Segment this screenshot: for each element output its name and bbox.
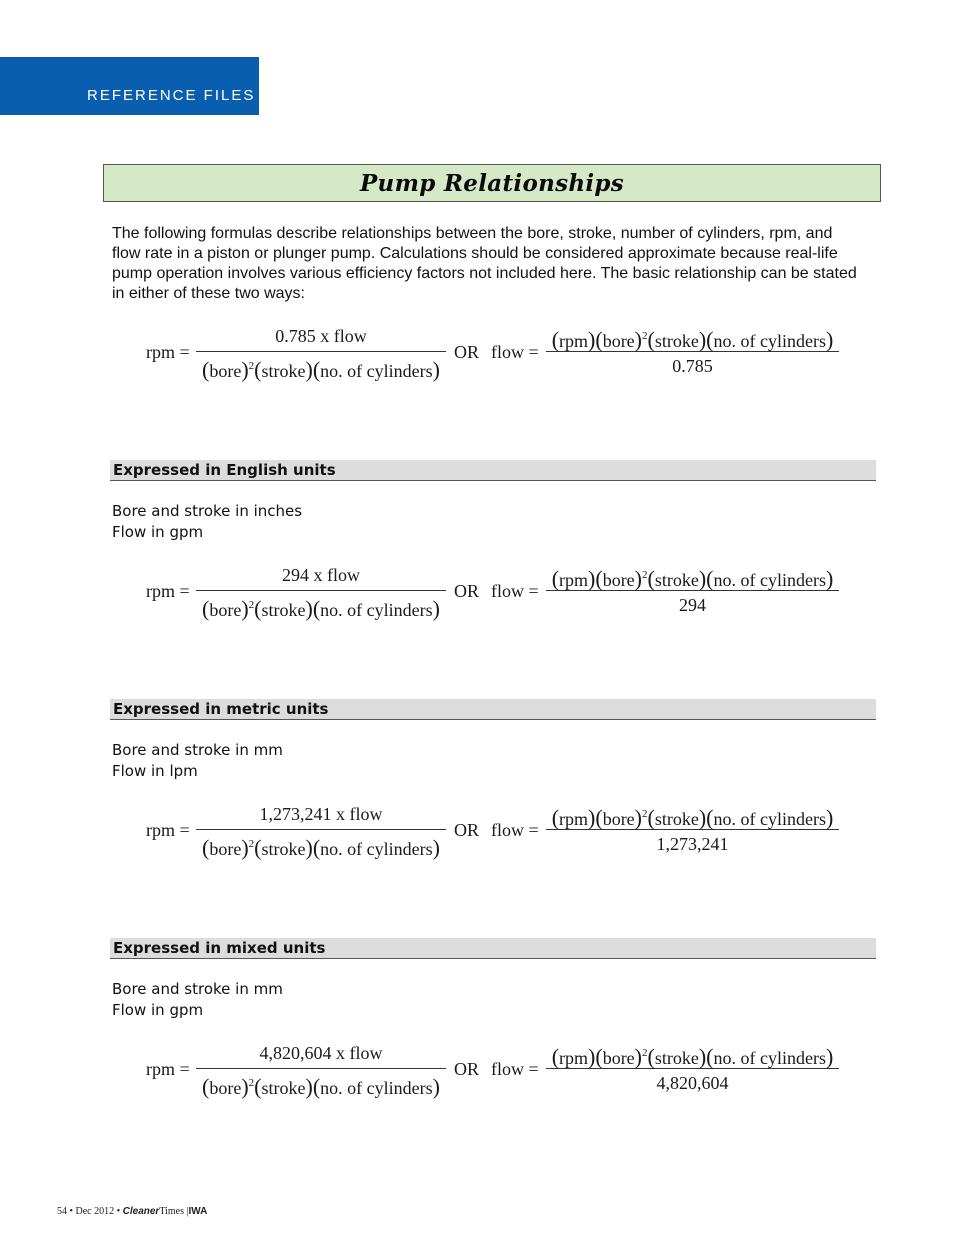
formula-metric	[146, 801, 846, 871]
term-cylinders: no. of cylinders	[320, 600, 433, 620]
constant: 294	[679, 595, 706, 615]
exponent: 2	[642, 330, 648, 342]
flow-label: flow	[491, 342, 524, 362]
constant: 4,820,604	[259, 1043, 332, 1063]
paren-close: )	[588, 566, 596, 591]
rpm-lhs	[146, 581, 190, 602]
fraction-numerator	[546, 1040, 839, 1067]
page-footer	[57, 1206, 207, 1217]
paren-close: )	[588, 805, 596, 830]
term-bore: bore	[602, 570, 635, 590]
paren-close: )	[305, 835, 313, 860]
flow-lhs	[491, 581, 539, 602]
term-rpm_term: rpm	[559, 331, 589, 351]
section-heading-metric: Expressed in metric units	[110, 699, 876, 720]
times-flow: x flow	[336, 1043, 383, 1063]
fraction-numerator	[196, 323, 446, 350]
paren-open: (	[595, 1044, 603, 1069]
fraction-numerator	[196, 1040, 446, 1067]
flow-fraction	[546, 801, 839, 858]
units-line: Bore and stroke in mm	[112, 741, 283, 759]
fraction-numerator	[546, 323, 839, 350]
paren-open: (	[551, 566, 560, 591]
flow-label: flow	[491, 581, 524, 601]
paren-open: (	[254, 357, 262, 382]
term-bore: bore	[209, 361, 242, 381]
paren-close: )	[432, 835, 440, 860]
term-stroke: stroke	[654, 1048, 699, 1068]
fraction-denominator	[196, 592, 446, 619]
paren-close: )	[698, 1044, 707, 1069]
footer-org: IWA	[188, 1206, 208, 1217]
equals-sign: =	[528, 820, 539, 840]
equals-sign: =	[528, 342, 539, 362]
footer-separator: |	[186, 1206, 189, 1217]
footer-brand: Cleaner	[122, 1206, 160, 1217]
term-bore: bore	[209, 839, 242, 859]
flow-fraction	[546, 323, 839, 380]
formula-base	[146, 323, 846, 393]
flow-lhs	[491, 820, 539, 841]
paren-open: (	[706, 805, 714, 830]
paren-close: )	[634, 566, 642, 591]
fraction-numerator	[196, 562, 446, 589]
rpm-fraction	[196, 562, 446, 619]
term-rpm_term: rpm	[559, 570, 589, 590]
flow-label: flow	[491, 820, 524, 840]
paren-open: (	[647, 327, 655, 352]
formula-english	[146, 562, 846, 632]
formula-mixed	[146, 1040, 846, 1110]
paren-close: )	[588, 327, 596, 352]
rpm-lhs	[146, 342, 190, 363]
footer-page-number: 54	[57, 1206, 67, 1217]
equals-sign: =	[179, 342, 190, 362]
term-cylinders: no. of cylinders	[320, 1078, 433, 1098]
paren-close: )	[698, 327, 707, 352]
equals-sign: =	[528, 1059, 539, 1079]
paren-open: (	[202, 835, 210, 860]
paren-open: (	[595, 327, 603, 352]
paren-open: (	[595, 805, 603, 830]
flow-lhs	[491, 1059, 539, 1080]
fraction-denominator	[546, 1070, 839, 1097]
constant: 294	[282, 565, 309, 585]
fraction-denominator	[196, 831, 446, 858]
or-label: OR	[454, 342, 480, 362]
equals-sign: =	[528, 581, 539, 601]
paren-open: (	[647, 805, 655, 830]
exponent: 2	[642, 808, 648, 820]
units-line: Flow in gpm	[112, 523, 204, 541]
constant: 1,273,241	[259, 804, 332, 824]
constant: 0.785	[672, 356, 713, 376]
constant: 4,820,604	[656, 1073, 729, 1093]
rpm-lhs	[146, 820, 190, 841]
fraction-bar	[196, 829, 446, 830]
paren-close: )	[241, 357, 249, 382]
term-cylinders: no. of cylinders	[713, 331, 826, 351]
paren-close: )	[432, 596, 440, 621]
or-label: OR	[454, 820, 480, 840]
section-tab-label: REFERENCE FILES	[87, 87, 256, 104]
flow-fraction	[546, 1040, 839, 1097]
term-bore: bore	[209, 1078, 242, 1098]
paren-close: )	[825, 327, 834, 352]
term-stroke: stroke	[261, 361, 306, 381]
term-cylinders: no. of cylinders	[713, 809, 826, 829]
units-line: Flow in gpm	[112, 1001, 204, 1019]
paren-open: (	[551, 805, 560, 830]
rpm-label: rpm	[146, 1059, 175, 1079]
paren-open: (	[202, 357, 210, 382]
paren-open: (	[647, 1044, 655, 1069]
rpm-label: rpm	[146, 342, 175, 362]
paren-open: (	[254, 596, 262, 621]
fraction-denominator	[196, 353, 446, 380]
page-title: Pump Relationships	[359, 170, 625, 197]
paren-open: (	[202, 1074, 210, 1099]
paren-close: )	[588, 1044, 596, 1069]
rpm-fraction	[196, 323, 446, 380]
term-bore: bore	[602, 809, 635, 829]
paren-open: (	[647, 566, 655, 591]
term-stroke: stroke	[261, 839, 306, 859]
footer-bullet: •	[69, 1206, 74, 1217]
rpm-lhs	[146, 1059, 190, 1080]
equals-sign: =	[179, 1059, 190, 1079]
paren-close: )	[432, 1074, 440, 1099]
units-metric	[112, 740, 283, 782]
paren-close: )	[432, 357, 440, 382]
fraction-denominator	[546, 592, 839, 619]
section-tab	[0, 57, 259, 115]
rpm-fraction	[196, 801, 446, 858]
paren-open: (	[254, 835, 262, 860]
paren-open: (	[595, 566, 603, 591]
rpm-label: rpm	[146, 820, 175, 840]
paren-close: )	[305, 596, 313, 621]
footer-brand-times: Times	[159, 1206, 184, 1217]
term-cylinders: no. of cylinders	[713, 1048, 826, 1068]
fraction-bar	[196, 1068, 446, 1069]
paren-close: )	[698, 566, 707, 591]
fraction-denominator	[546, 353, 839, 380]
paren-open: (	[312, 596, 321, 621]
term-stroke: stroke	[654, 331, 699, 351]
units-line: Bore and stroke in mm	[112, 980, 283, 998]
paren-open: (	[312, 1074, 321, 1099]
times-flow: x flow	[320, 326, 367, 346]
paren-open: (	[706, 1044, 714, 1069]
term-stroke: stroke	[654, 570, 699, 590]
term-bore: bore	[209, 600, 242, 620]
term-cylinders: no. of cylinders	[320, 361, 433, 381]
term-cylinders: no. of cylinders	[320, 839, 433, 859]
flow-fraction	[546, 562, 839, 619]
term-stroke: stroke	[654, 809, 699, 829]
fraction-numerator	[196, 801, 446, 828]
times-flow: x flow	[313, 565, 360, 585]
exponent: 2	[642, 569, 648, 581]
fraction-denominator	[196, 1070, 446, 1097]
term-rpm_term: rpm	[559, 809, 589, 829]
times-flow: x flow	[336, 804, 383, 824]
term-stroke: stroke	[261, 1078, 306, 1098]
paren-open: (	[312, 357, 321, 382]
rpm-label: rpm	[146, 581, 175, 601]
fraction-numerator	[546, 801, 839, 828]
flow-label: flow	[491, 1059, 524, 1079]
paren-close: )	[698, 805, 707, 830]
paren-open: (	[706, 566, 714, 591]
paren-open: (	[706, 327, 714, 352]
exponent: 2	[248, 599, 255, 611]
rpm-fraction	[196, 1040, 446, 1097]
paren-close: )	[241, 1074, 249, 1099]
term-stroke: stroke	[261, 600, 306, 620]
units-line: Flow in lpm	[112, 762, 198, 780]
intro-paragraph: The following formulas describe relationships between the bore, stroke, number of cylinders, rpm, and flow rate in a piston or plunger pump. Calculations should be considered approximate because real-life pump operation involves various efficiency factors not included here. The basic relationship can be stated in either of these two ways:	[112, 225, 857, 302]
or-label: OR	[454, 581, 480, 601]
paren-close: )	[305, 1074, 313, 1099]
exponent: 2	[248, 838, 255, 850]
footer-date: Dec 2012	[75, 1206, 115, 1217]
paren-close: )	[634, 805, 642, 830]
paren-open: (	[551, 327, 560, 352]
section-heading-english: Expressed in English units	[110, 460, 876, 481]
term-rpm_term: rpm	[559, 1048, 589, 1068]
paren-open: (	[551, 1044, 560, 1069]
fraction-bar	[196, 351, 446, 352]
section-heading-mixed: Expressed in mixed units	[110, 938, 876, 959]
paren-close: )	[241, 596, 249, 621]
term-bore: bore	[602, 1048, 635, 1068]
exponent: 2	[642, 1047, 648, 1059]
paren-close: )	[634, 327, 642, 352]
units-line: Bore and stroke in inches	[112, 502, 303, 520]
or-label: OR	[454, 1059, 480, 1079]
paren-close: )	[825, 805, 834, 830]
constant: 0.785	[275, 326, 316, 346]
paren-close: )	[825, 566, 834, 591]
units-english	[112, 501, 302, 543]
equals-sign: =	[179, 581, 190, 601]
flow-lhs	[491, 342, 539, 363]
term-bore: bore	[602, 331, 635, 351]
paren-close: )	[634, 1044, 642, 1069]
paren-open: (	[202, 596, 210, 621]
term-cylinders: no. of cylinders	[713, 570, 826, 590]
paren-close: )	[241, 835, 249, 860]
constant: 1,273,241	[656, 834, 729, 854]
paren-open: (	[254, 1074, 262, 1099]
paren-close: )	[305, 357, 313, 382]
footer-bullet: •	[116, 1206, 121, 1217]
equals-sign: =	[179, 820, 190, 840]
fraction-numerator	[546, 562, 839, 589]
fraction-denominator	[546, 831, 839, 858]
exponent: 2	[248, 360, 255, 372]
fraction-bar	[196, 590, 446, 591]
units-mixed	[112, 979, 283, 1021]
exponent: 2	[248, 1077, 255, 1089]
page-title-box	[103, 164, 881, 202]
paren-open: (	[312, 835, 321, 860]
paren-close: )	[825, 1044, 834, 1069]
